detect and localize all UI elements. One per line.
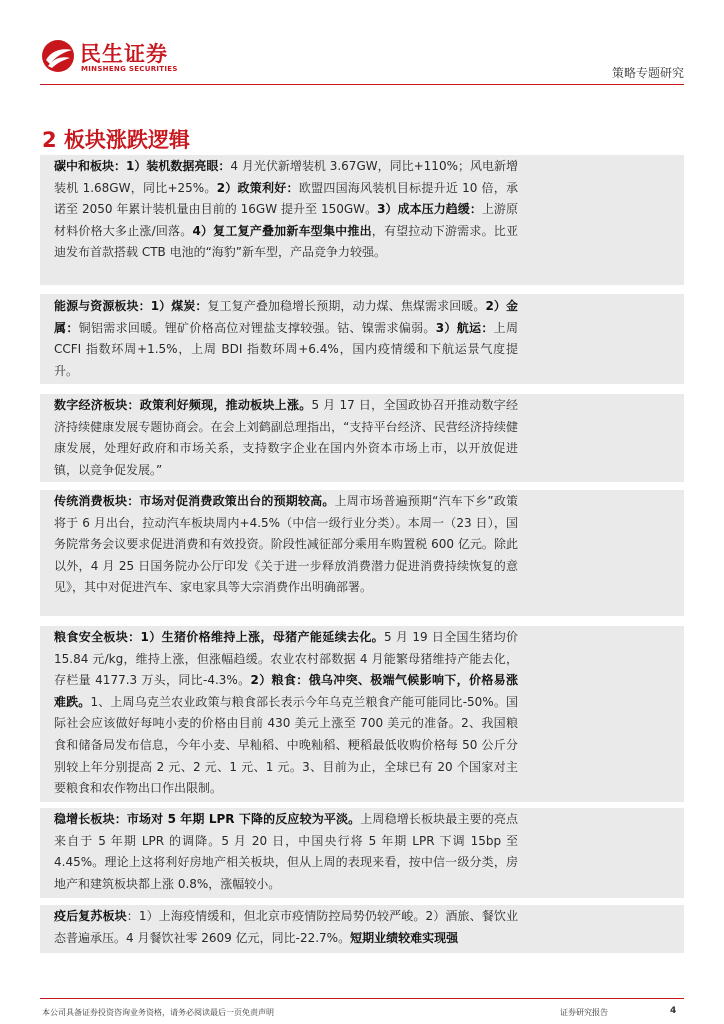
paragraph-text [54, 906, 518, 949]
text-run: 上周市场普遍预期“汽车下乡”政策将于 6 月出台，拉动汽车板块周内+4.5%（中信一级行业分类）。本周一（23 日），国务院常务会议要求促进消费和有效投资。阶段性减征部分乘用车购置税 600 亿元。除此以外，4 月 25 日国务院办公厅印发《关于进一步释放消费潜力促进消费持续恢复的意见》，其中对促进汽车、家电家具等大宗消费作出明确部署。 [54, 494, 518, 595]
footer-disclaimer: 本公司具备证券投资咨询业务资格，请务必阅读最后一页免责声明 [42, 1008, 274, 1017]
page-number: 4 [670, 1006, 677, 1016]
brand-logo [40, 36, 190, 80]
paragraph-post-epidemic-recovery [40, 905, 684, 953]
bold-text-run: 传统消费板块：市场对促消费政策出台的预期较高。 [54, 494, 335, 508]
bold-text-run: 3）成本压力趋缓： [377, 202, 482, 217]
paragraph-text [54, 491, 518, 599]
text-run: ：1）上海疫情缓和，但北京市疫情防控局势仍较严峻。2）酒旅、餐饮业态普遍承压。4 月餐饮社零 2609 亿元，同比-22.7%。 [54, 909, 518, 945]
bold-text-run: 疫后复苏板块 [54, 909, 127, 923]
bold-text-run: 数字经济板块：政策利好频现，推动板块上涨。 [54, 398, 312, 412]
paragraph-text [54, 156, 518, 264]
paragraph-food-security [40, 626, 684, 802]
bold-text-run: 稳增长板块：市场对 5 年期 LPR 下降的反应较为平淡。 [54, 812, 361, 826]
footer-divider [40, 998, 684, 999]
bold-text-run: 短期业绩较难实现强 [350, 930, 459, 945]
text-run: 5 月 19 日全国生猪均价 15.84 元/kg，维持上涨，但涨幅趋缓。农业农村部数据 4 月能繁母猪维持产能去化，存栏量 4177.3 万头，同比-4.3%。 [54, 630, 518, 688]
text-run: 铜铝需求回暖。锂矿价格高位对锂盐支撑较强。钴、镍需求偏弱。 [78, 320, 436, 335]
bold-text-run: 4）复工复产叠加新车型集中推出 [192, 223, 372, 238]
minsheng-logo-icon [40, 38, 76, 74]
paragraph-digital-economy [40, 394, 684, 482]
paragraph-text [54, 627, 518, 800]
paragraph-text [54, 809, 518, 895]
brand-name-en: MINSHENG SECURITIES [81, 65, 178, 73]
section-title: 2 板块涨跌逻辑 [42, 128, 190, 152]
text-run: 1、上周乌克兰农业政策与粮食部长表示今年乌克兰粮食产能可能同比-50%。国际社会应该做好每吨小麦的价格由目前 430 美元上涨至 700 美元的准备。2、我国粮食和储备局发布信息，今年小麦、早籼稻、中晚籼稻、粳稻最低收购价格每 50 公斤分别较上年分别提高 2 元、2 元、1 元、1 元。3、目前为止，全球已有 20 个国家对主要粮食和农作物出口作出限制。 [54, 694, 518, 796]
bold-text-run: 碳中和板块：1）装机数据亮眼： [54, 159, 231, 173]
bold-text-run: 2）金属： [54, 299, 518, 335]
brand-name-cn: 民生证券 [80, 42, 168, 66]
report-type: 策略专题研究 [611, 66, 684, 80]
bold-text-run: 能源与资源板块：1）煤炭： [54, 299, 208, 313]
bold-text-run: 3）航运： [435, 320, 494, 335]
page-header [40, 36, 684, 84]
paragraph-text [54, 296, 518, 382]
bold-text-run: 粮食安全板块：1）生猪价格维持上涨，母猪产能延续去化。 [54, 630, 385, 644]
text-run: 4 月光伏新增装机 3.67GW，同比+110%；风电新增装机 1.68GW，同比+25%。 [54, 159, 518, 195]
text-run: 上周 CCFI 指数环周+1.5%，上周 BDI 指数环周+6.4%，国内疫情缓和下航运景气度提升。 [54, 320, 518, 378]
text-run: 欧盟四国海风装机目标提升近 10 倍，承诺至 2050 年累计装机量由目前的 16GW 提升至 150GW。 [54, 180, 518, 217]
bold-text-run: 2）粮食：俄乌冲突、极端气候影响下，价格易涨难跌。 [54, 673, 518, 709]
text-run: 上游原材料价格大多止涨/回落。 [54, 202, 518, 238]
bold-text-run: 2）政策利好： [216, 180, 299, 195]
footer-doc-type: 证券研究报告 [560, 1008, 608, 1017]
paragraph-carbon-neutral [40, 155, 684, 285]
text-run: 复工复产叠加稳增长预期，动力煤、焦煤需求回暖。 [207, 299, 486, 313]
paragraph-traditional-consumption [40, 490, 684, 616]
text-run: 5 月 17 日，全国政协召开推动数字经济持续健康发展专题协商会。在会上刘鹤副总理指出，“支持平台经济、民营经济持续健康发展，处理好政府和市场关系，支持数字企业在国内外资本市场上市，以开放促进镇，以竞争促发展。” [54, 398, 518, 477]
text-run: ，有望拉动下游需求。比亚迪发布首款搭载 CTB 电池的“海豹”新车型，产品竞争力较强。 [54, 223, 518, 260]
paragraph-stable-growth [40, 808, 684, 898]
header-divider [40, 84, 684, 85]
paragraph-energy-resources [40, 294, 684, 384]
paragraph-text [54, 395, 518, 481]
text-run: 上周稳增长板块最主要的亮点来自于 5 年期 LPR 的调降。5 月 20 日，中国央行将 5 年期 LPR 下调 15bp 至 4.45%。理论上这将利好房地产相关板块，但从上周的表现来看，按中信一级分类，房地产和建筑板块都上涨 0.8%，涨幅较小。 [54, 812, 518, 891]
